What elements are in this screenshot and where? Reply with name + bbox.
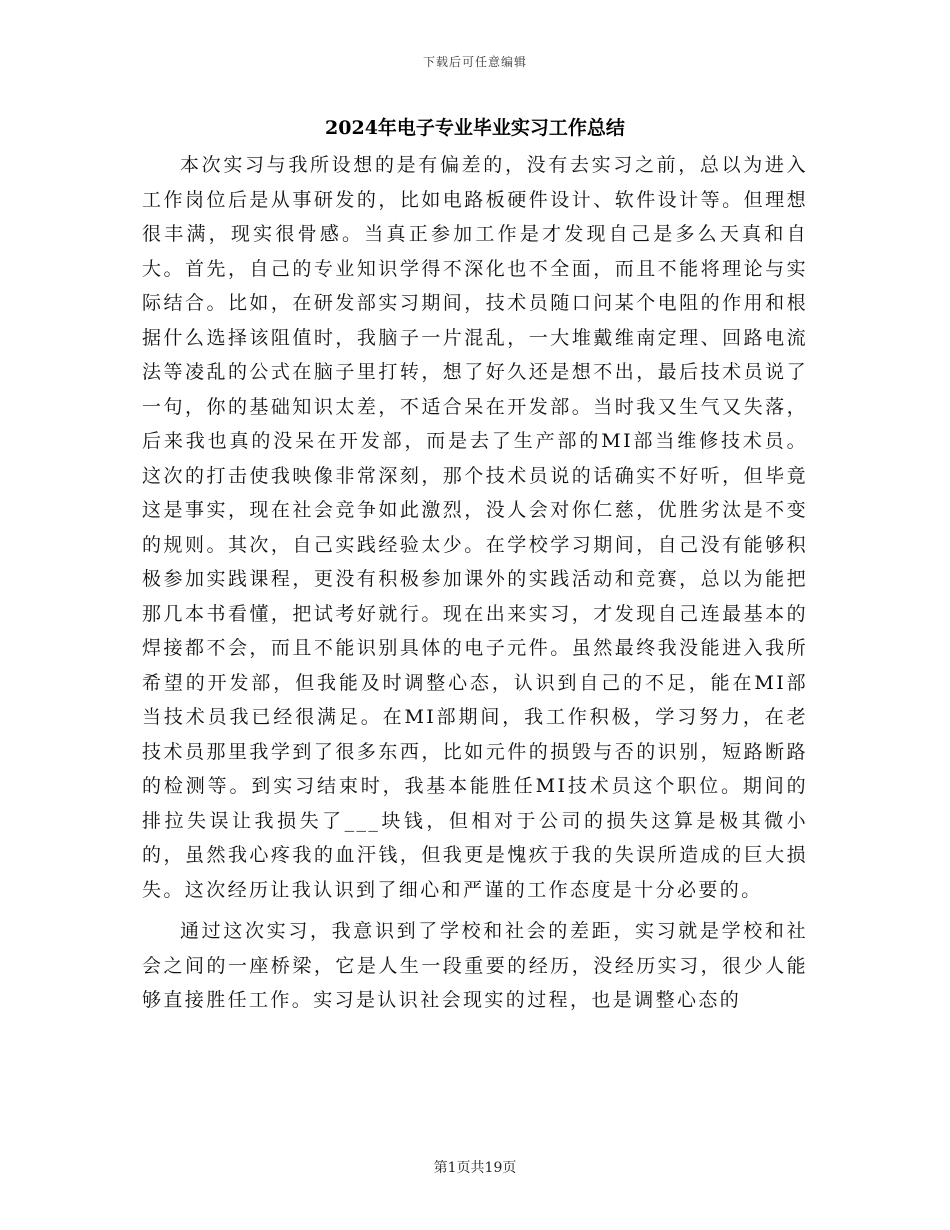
document-body — [142, 148, 808, 1018]
page-number: 第1页共19页 — [433, 1160, 517, 1176]
body-paragraph-1: 本次实习与我所设想的是有偏差的，没有去实习之前，总以为进入工作岗位后是从事研发的，比如电路板硬件设计、软件设计等。但理想很丰满，现实很骨感。当真正参加工作是才发现自己是多么天真和自大。首先，自己的专业知识学得不深化也不全面，而且不能将理论与实际结合。比如，在研发部实习期间，技术员随口问某个电阻的作用和根据什么选择该阻值时，我脑子一片混乱，一大堆戴维南定理、回路电流法等凌乱的公式在脑子里打转，想了好久还是想不出，最后技术员说了一句，你的基础知识太差，不适合呆在开发部。当时我又生气又失落，后来我也真的没呆在开发部，而是去了生产部的MI部当维修技术员。这次的打击使我映像非常深刻，那个技术员说的话确实不好听，但毕竟这是事实，现在社会竞争如此激烈，没人会对你仁慈，优胜劣汰是不变的规则。其次，自己实践经验太少。在学校学习期间，自己没有能够积极参加实践课程，更没有积极参加课外的实践活动和竞赛，总以为能把那几本书看懂，把试考好就行。现在出来实习，才发现自己连最基本的焊接都不会，而且不能识别具体的电子元件。虽然最终我没能进入我所希望的开发部，但我能及时调整心态，认识到自己的不足，能在MI部当技术员我已经很满足。在MI部期间，我工作积极，学习努力，在老技术员那里我学到了很多东西，比如元件的损毁与否的识别，短路断路的检测等。到实习结束时，我基本能胜任MI技术员这个职位。期间的排拉失误让我损失了___块钱，但相对于公司的损失这算是极其微小的，虽然我心疼我的血汗钱，但我更是愧疚于我的失误所造成的巨大损失。这次经历让我认识到了细心和严谨的工作态度是十分必要的。 — [142, 154, 808, 901]
body-paragraph-2: 通过这次实习，我意识到了学校和社会的差距，实习就是学校和社会之间的一座桥梁，它是人生一段重要的经历，没经历实习，很少人能够直接胜任工作。实习是认识社会现实的过程，也是调整心态的 — [142, 920, 808, 1011]
document-title: 2024年电子专业毕业实习工作总结 — [325, 117, 625, 139]
page-header-note: 下载后可任意编辑 — [422, 55, 527, 69]
